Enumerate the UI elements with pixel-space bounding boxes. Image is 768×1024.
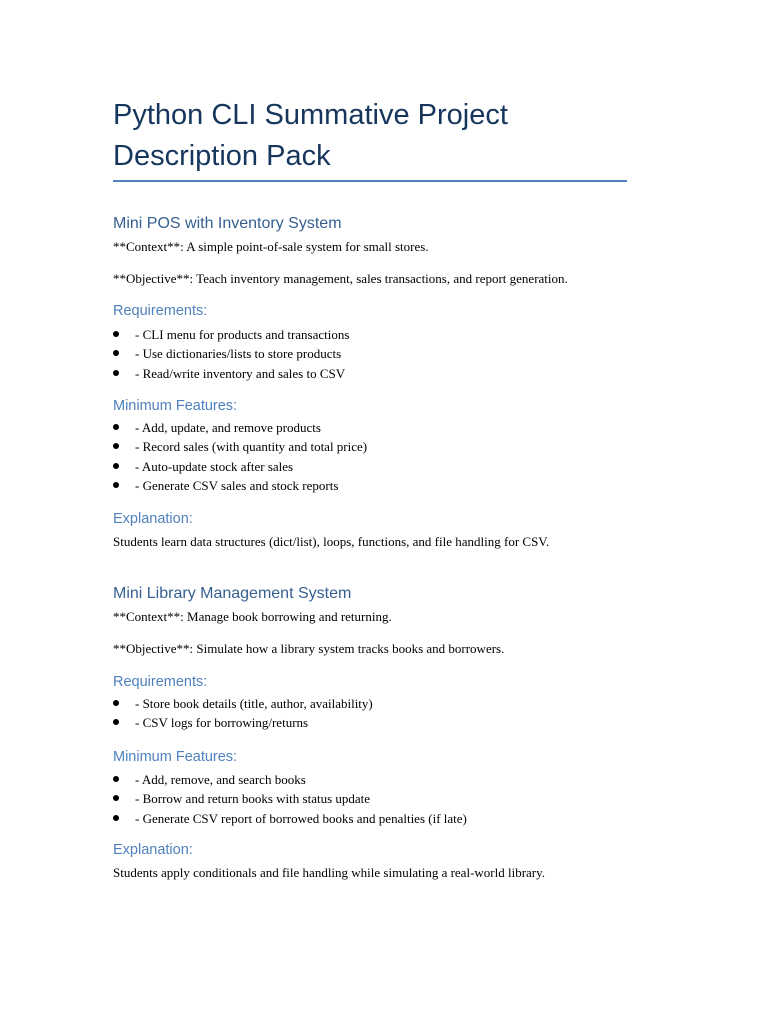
title-line-1: Python CLI Summative Project — [113, 99, 508, 131]
bullet-icon — [113, 795, 119, 801]
requirements-heading-pos: Requirements: — [113, 303, 208, 319]
section-context-library: **Context**: Manage book borrowing and returning. — [113, 609, 392, 624]
section-context-pos: **Context**: A simple point-of-sale system for small stores. — [113, 239, 429, 254]
section-heading-library: Mini Library Management System — [113, 585, 352, 602]
bullet-icon — [113, 719, 119, 725]
document-page: Python CLI Summative Project Description Pack Mini POS with Inventory System **Context**: A simple point-of-sale system for small stores. **Objective**: Teach inventory management, sales transactions, and report generation. Requirements: - CLI menu for products and transactions - Use dictionaries/lists to store products - Read/write inventory and sales to CSV Minimum Features: - Add, update, and remove products - Record sales (with quantity and total price) - Auto-update stock after sales - Generate CSV sales and stock reports Explanation: Students learn data structures (dict/list), loops, functions, and file handling for CSV. Mini Library Management System **Context**: Manage book borrowing and returning. **Objective**: Simulate how a library system tracks books and borrowers. Requirements: - Store book details (title, author, availability) - CSV logs for borrowing/returns Minimum Features: - Add, remove, and search books - Borrow and return books with status update - Generate CSV report of borrowed books and penalties (if late) Explanation: Students apply conditionals and file handling while simulating a real-world library. — [0, 0, 768, 1024]
explanation-heading-pos: Explanation: — [113, 511, 193, 527]
bullet-icon — [113, 370, 119, 376]
bullet-icon — [113, 424, 119, 430]
features-heading-pos: Minimum Features: — [113, 398, 238, 414]
bullet-icon — [113, 463, 119, 469]
section-objective-library: **Objective**: Simulate how a library system tracks books and borrowers. — [113, 641, 505, 656]
bullet-icon — [113, 776, 119, 782]
section-explanation-pos: Students learn data structures (dict/list), loops, functions, and file handling for CSV. — [113, 534, 550, 549]
section-objective-pos: **Objective**: Teach inventory management, sales transactions, and report generation. — [113, 271, 568, 286]
bullet-icon — [113, 331, 119, 337]
document-title — [113, 95, 673, 177]
section-explanation-library: Students apply conditionals and file handling while simulating a real-world library. — [113, 865, 546, 880]
requirements-heading-library: Requirements: — [113, 674, 208, 690]
bullet-icon — [113, 815, 119, 821]
section-heading-pos: Mini POS with Inventory System — [113, 215, 342, 232]
features-heading-library: Minimum Features: — [113, 749, 238, 765]
bullet-icon — [113, 700, 119, 706]
bullet-icon — [113, 350, 119, 356]
bullet-icon — [113, 482, 119, 488]
explanation-heading-library: Explanation: — [113, 842, 193, 858]
bullet-icon — [113, 443, 119, 449]
title-line-2: Description Pack — [113, 140, 331, 172]
title-underline — [113, 180, 627, 182]
